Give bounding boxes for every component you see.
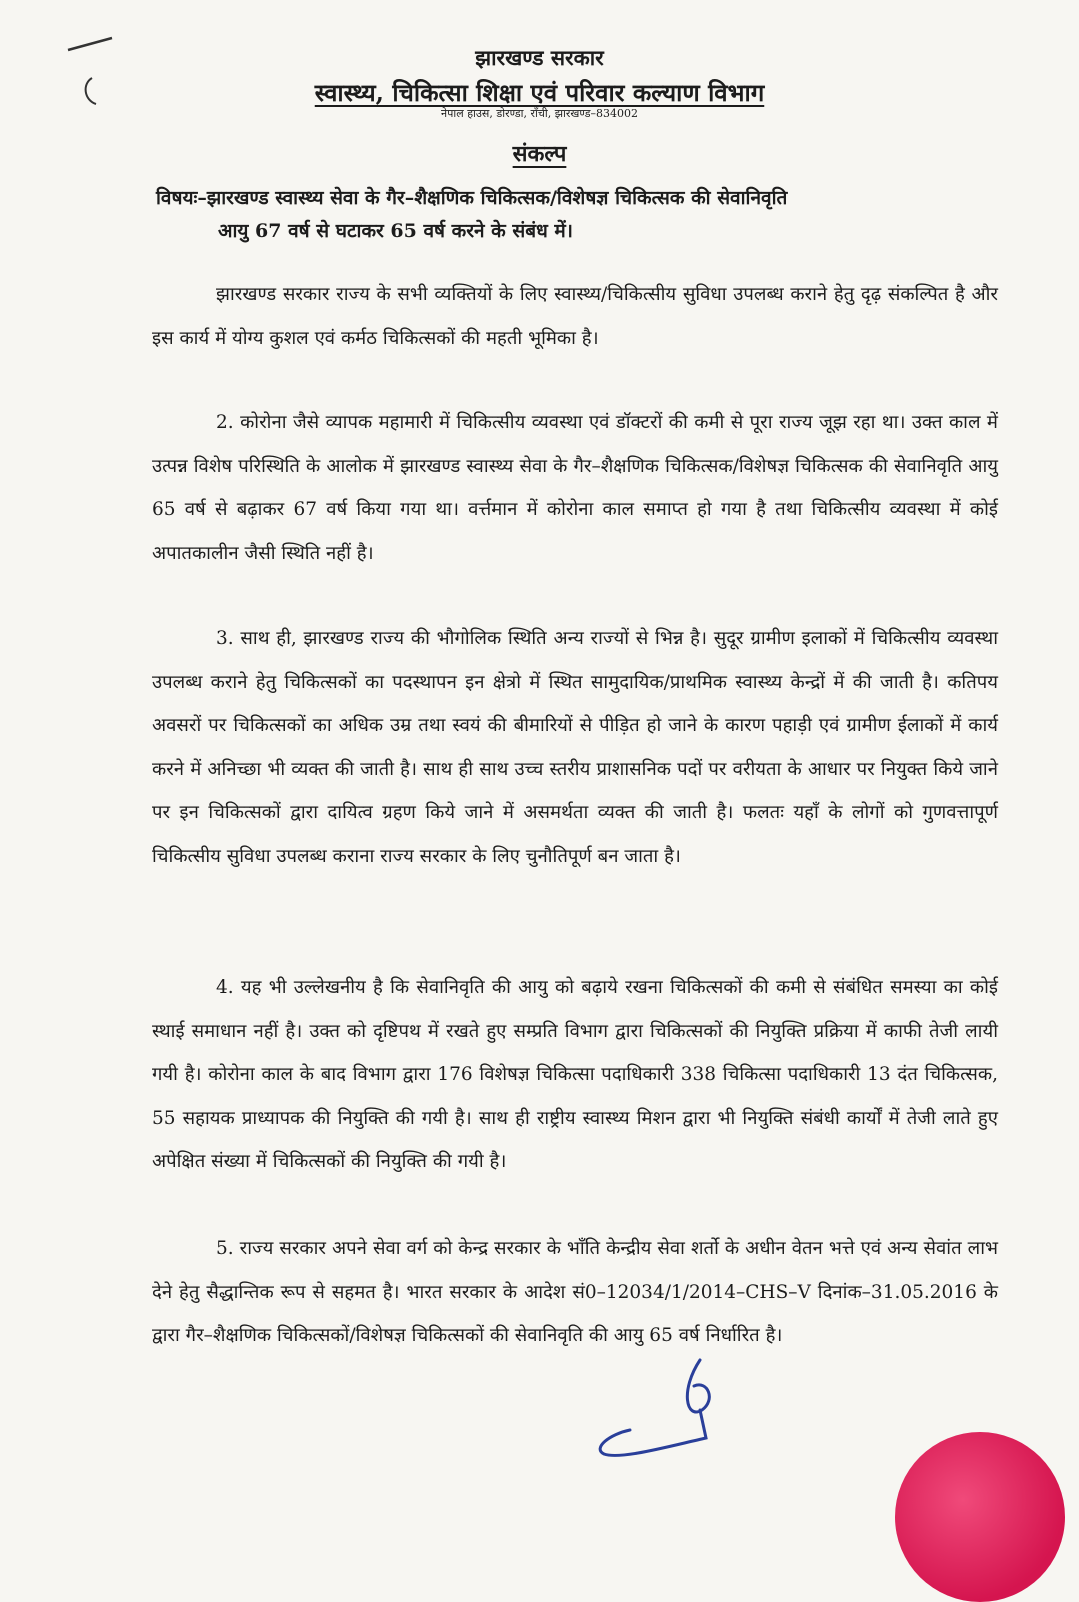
paragraph-2: 2. कोरोना जैसे व्यापक महामारी में चिकित्सीय व्यवस्था एवं डॉक्टरों की कमी से पूरा राज्य जूझ रहा था। उक्त काल में उत्पन्न विशेष परिस्थिति के आलोक में झारखण्ड स्वास्थ्य सेवा के गैर–शैक्षणिक चिकित्सक/विशेषज्ञ चिकित्सक की सेवानिवृति आयु 65 वर्ष से बढ़ाकर 67 वर्ष किया गया था। वर्त्तमान में कोरोना काल समाप्त हो गया है तथा चिकित्सीय व्यवस्था में कोई अपातकालीन जैसी स्थिति नहीं है। — [152, 412, 998, 564]
subject-line-2: आयु 67 वर्ष से घटाकर 65 वर्ष करने के संबंध में। — [218, 220, 573, 242]
subject-block — [156, 182, 998, 248]
department-address: नेपाल हाउस, डोरण्डा, राँची, झारखण्ड–834002 — [441, 107, 638, 120]
document-title — [0, 138, 1079, 168]
paragraph-4: 4. यह भी उल्लेखनीय है कि सेवानिवृति की आयु को बढ़ाये रखना चिकित्सकों की कमी से संबंधित समस्या का कोई स्थाई समाधान नहीं है। उक्त को दृष्टिपथ में रखते हुए सम्प्रति विभाग द्वारा चिकित्सकों की नियुक्ति प्रक्रिया में काफी तेजी लायी गयी है। कोरोना काल के बाद विभाग द्वारा 176 विशेषज्ञ चिकित्सा पदाधिकारी 338 चिकित्सा पदाधिकारी 13 दंत चिकित्सक, 55 सहायक प्राध्यापक की नियुक्ति की गयी है। साथ ही राष्ट्रीय स्वास्थ्य मिशन द्वारा भी नियुक्ति संबंधी कार्यों में तेजी लाते हुए अपेक्षित संख्या में चिकित्सकों की नियुक्ति की गयी है। — [152, 977, 998, 1173]
paragraph-1: झारखण्ड सरकार राज्य के सभी व्यक्तियों के लिए स्वास्थ्य/चिकित्सीय सुविधा उपलब्ध कराने हेतु दृढ़ संकल्पित है और इस कार्य में योग्य कुशल एवं कर्मठ चिकित्सकों की महती भूमिका है। — [152, 284, 998, 349]
department-name — [0, 76, 1079, 109]
signature — [590, 1350, 770, 1470]
document-title-text: संकल्प — [512, 141, 567, 167]
government-name: झारखण्ड सरकार — [475, 45, 604, 70]
subject-line-1: विषयः–झारखण्ड स्वास्थ्य सेवा के गैर–शैक्षणिक चिकित्सक/विशेषज्ञ चिकित्सक की सेवानिवृति — [156, 187, 788, 209]
stamp-mark — [895, 1432, 1065, 1602]
paragraph-5: 5. राज्य सरकार अपने सेवा वर्ग को केन्द्र सरकार के भाँति केन्द्रीय सेवा शर्तो के अधीन वेतन भत्ते एवं अन्य सेवांत लाभ देने हेतु सैद्धान्तिक रूप से सहमत है। भारत सरकार के आदेश सं0–12034/1/2014–CHS–V दिनांक–31.05.2016 के द्वारा गैर–शैक्षणिक चिकित्सकों/विशेषज्ञ चिकित्सकों की सेवानिवृति की आयु 65 वर्ष निर्धारित है। — [152, 1238, 998, 1347]
paragraph-3: 3. साथ ही, झारखण्ड राज्य की भौगोलिक स्थिति अन्य राज्यों से भिन्न है। सुदूर ग्रामीण इलाकों में चिकित्सीय व्यवस्था उपलब्ध कराने हेतु चिकित्सकों का पदस्थापन इन क्षेत्रो में स्थित सामुदायिक/प्राथमिक स्वास्थ्य केन्द्रों में की जाती है। कतिपय अवसरों पर चिकित्सकों का अधिक उम्र तथा स्वयं की बीमारियों से पीड़ित हो जाने के कारण पहाड़ी एवं ग्रामीण ईलाकों में कार्य करने में अनिच्छा भी व्यक्त की जाती है। साथ ही साथ उच्च स्तरीय प्राशासनिक पदों पर वरीयता के आधार पर नियुक्त किये जाने पर इन चिकित्सकों द्वारा दायित्व ग्रहण किये जाने में असमर्थता व्यक्त की जाती है। फलतः यहाँ के लोगों को गुणवत्तापूर्ण चिकित्सीय सुविधा उपलब्ध कराना राज्य सरकार के लिए चुनौतिपूर्ण बन जाता है। — [152, 628, 998, 867]
department-name-text: स्वास्थ्य, चिकित्सा शिक्षा एवं परिवार कल्याण विभाग — [314, 78, 765, 107]
